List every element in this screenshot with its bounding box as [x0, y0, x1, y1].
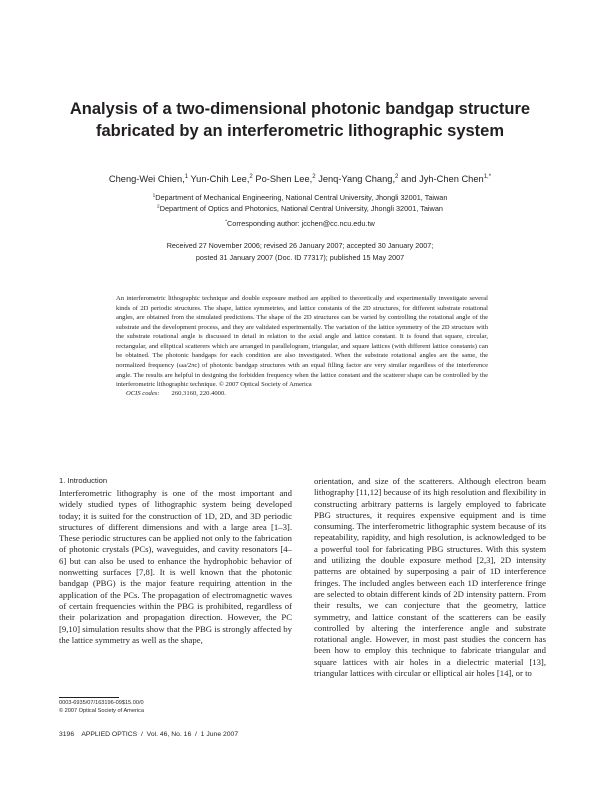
corresponding-email: Corresponding author: jcchen@cc.ncu.edu.tw [227, 219, 375, 228]
abstract [116, 294, 488, 390]
author-affiliation-mark: 2 [249, 173, 253, 180]
ocis-values: 260.3160, 220.4000. [171, 390, 226, 397]
dates-line-1: Received 27 November 2006; revised 26 January 2007; accepted 30 January 2007; [166, 241, 434, 250]
abstract-text: An interferometric lithographic technique and double exposure method are applied to theoretically and experimentally investigate several kinds of 2D periodic structures. The shape, lattice symmetries, and lattice constants of the 2D structures, for different substrate rotational angles, are obtained from the simulated predictions. The shape of the 2D structures can be varied by controlling the rotational angle of the substrate and the development process, and they are validated experimentally. The variation of the lattice symmetry of the 2D structure with the substrate rotational angle is discussed in detail in relation to the axial angle and lattice constant. It is found that square, circular, rectangular, and elliptical scatterers which are arranged in parallelogram, triangular, and square lattices (with different lattice constants) can be obtained. The photonic bandgaps for each condition are also investigated. When the substrate rotational angles are the same, the normalized frequency (ωa/2πc) of photonic bandgap structures with an equal filling factor are very similar regardless of the interference angle. The results are helpful in designing the forbidden frequency when the lattice constant and the scatterer shape can be controlled by the interferometric lithographic technique. © 2007 Optical Society of America [116, 295, 488, 389]
title-line-1: Analysis of a two-dimensional photonic bandgap structure [69, 100, 531, 118]
corresponding-author [0, 218, 600, 229]
title-line-2: fabricated by an interferometric lithographic system [95, 122, 505, 140]
author-name: Cheng-Wei Chien, [108, 174, 185, 184]
affiliation-text: Department of Optics and Photonics, National Central University, Jhongli 32001, Taiwan [159, 204, 443, 213]
body-column-left [59, 488, 292, 646]
body-paragraph: orientation, and size of the scatterers. Although electron beam lithography [11,12] because of its high resolution and flexibility in constructing arbitrary patterns is largely employed to fabricate PBG structures, it requires expensive equipment and is time consuming. The interferometric lithographic system because of its repeatability, rapidity, and high resolution, is acknowledged to be a powerful tool for fabricating PBG structures. With this system and utilizing the double exposure method [2,3], 2D intensity patterns are obtained by superposing a pair of 1D interference fringes. The included angles between each 1D interference fringe are selected to obtain different kinds of 2D intensity pattern. From their results, we can conjecture that the geometry, lattice symmetry, and lattice constant of the scatterers can be easily controlled by altering the interference angle and substrate rotational angle. However, in most past studies the concern has been how to employ this technique to fabricate triangular and square lattices with air holes in a dielectric material [13], triangular lattices with circular or elliptical air holes [14], or to [314, 476, 546, 679]
author-name: Po-Shen Lee, [255, 174, 313, 184]
section-heading-introduction: 1. Introduction [59, 476, 108, 485]
author-affiliation-mark: 2 [395, 173, 399, 180]
footnote-divider [59, 697, 119, 698]
page-footer [59, 731, 238, 738]
article-title [0, 98, 600, 142]
page-number: 3196 [59, 731, 75, 738]
affiliation-mark: 1 [152, 193, 156, 199]
author-list [0, 174, 600, 184]
corresponding-mark: * [225, 219, 228, 225]
ocis-codes [126, 390, 226, 397]
affiliation-2 [0, 203, 600, 214]
author-name: Jenq-Yang Chang, [318, 174, 396, 184]
affiliation-mark: 2 [157, 204, 160, 210]
body-paragraph: Interferometric lithography is one of the most important and widely studied types of lithographic system being developed today; it is suited for the construction of 1D, 2D, and 3D periodic structures of different dimensions and with a large area [1–3]. These periodic structures can be applied not only to the fabrication of photonic crystals (PCs), waveguides, and cavity resonators [4–6] but can also be used to enhance the hydrophobic behavior of nonwetting surfaces [7,8]. It is well known that the photonic bandgap (PBG) is the major feature requiring attention in the application of the PCs. The propagation of electromagnetic waves of certain frequencies within the PBG is prohibited, regardless of their polarization and propagation direction. However, the PC [9,10] simulation results show that the PBG is strongly affected by the lattice symmetry as well as the shape, [59, 488, 292, 645]
ocis-label: OCIS codes: [126, 390, 160, 397]
author-name: Yun-Chih Lee, [190, 174, 250, 184]
author-name: and Jyh-Chen Chen [400, 174, 484, 184]
author-affiliation-mark: 1,* [483, 173, 492, 180]
dates-line-2: posted 31 January 2007 (Doc. ID 77317); published 15 May 2007 [195, 252, 405, 262]
author-affiliation-mark: 1 [184, 173, 189, 180]
affiliation-text: Department of Mechanical Engineering, National Central University, Jhongli 32001, Taiwan [155, 193, 448, 202]
footnote-copyright: © 2007 Optical Society of America [59, 708, 144, 714]
author-affiliation-mark: 2 [312, 173, 316, 180]
publication-history [0, 240, 600, 263]
journal-info: APPLIED OPTICS / Vol. 46, No. 16 / 1 June 2007 [81, 731, 239, 738]
affiliation-1 [0, 192, 600, 203]
footnote-code: 0003-6935/07/163196-09$15.00/0 [59, 700, 144, 706]
body-column-right [314, 476, 546, 679]
